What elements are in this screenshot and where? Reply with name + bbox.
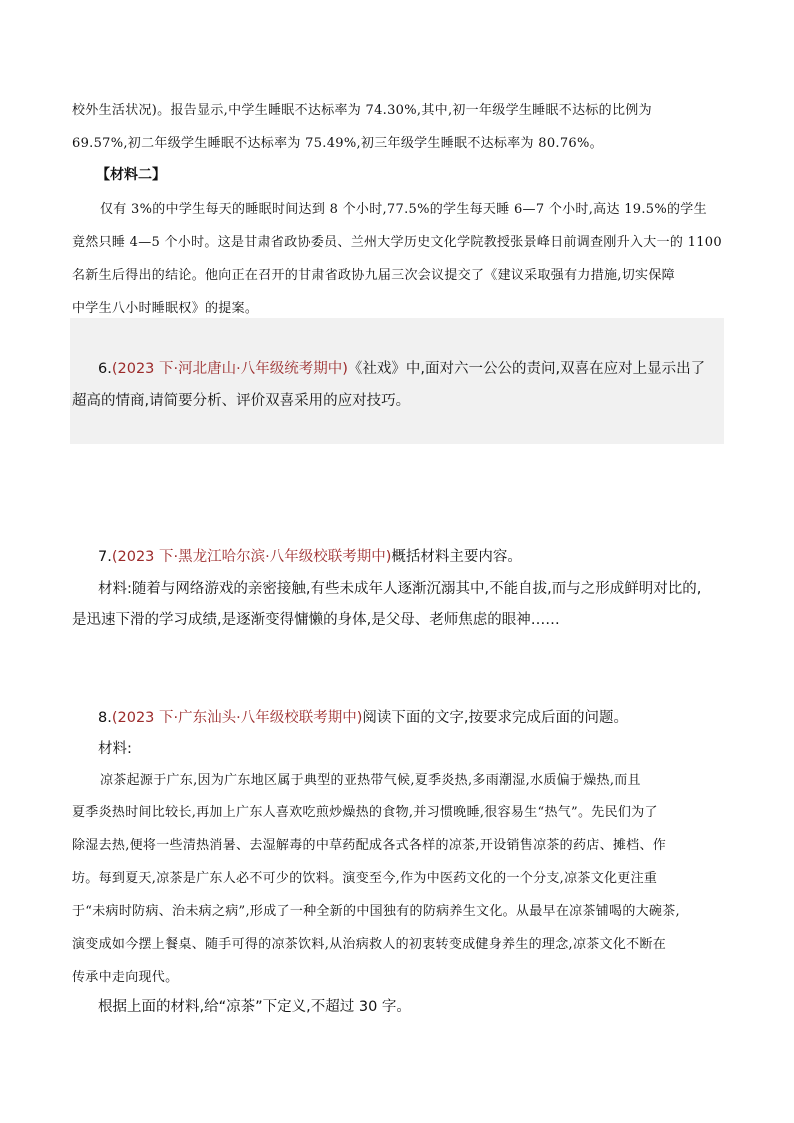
material2-line: 竟然只睡 4—5 个小时。这是甘肃省政协委员、兰州大学历史文化学院教授张景峰日前调查刚升入大一的 1100 bbox=[72, 235, 722, 250]
question-number: 6. bbox=[98, 361, 112, 377]
question-prompt: 概括材料主要内容。 bbox=[391, 549, 522, 565]
question-source: (2023 下·河北唐山·八年级统考期中) bbox=[111, 361, 348, 377]
question-number: 7. bbox=[98, 549, 112, 565]
material2-line: 名新生后得出的结论。他向正在召开的甘肃省政协九届三次会议提交了《建议采取强有力措施,切实保障 bbox=[72, 268, 675, 283]
question-8-material-line: 传承中走向现代。 bbox=[72, 970, 179, 985]
material2-heading: 【材料二】 bbox=[96, 167, 166, 183]
question-7-material-line1: 材料:随着与网络游戏的亲密接触,有些未成年人逐渐沉溺其中,不能自拔,而与之形成鲜明对比的, bbox=[98, 581, 702, 597]
material1-line2: 69.57%,初二年级学生睡眠不达标率为 75.49%,初三年级学生睡眠不达标率为 80.76%。 bbox=[72, 136, 603, 151]
question-8-material-line: 坊。每到夏天,凉茶是广东人必不可少的饮料。演变至今,作为中医药文化的一个分支,凉茶文化更注重 bbox=[72, 871, 658, 886]
question-8-material-line: 凉茶起源于广东,因为广东地区属于典型的亚热带气候,夏季炎热,多雨潮湿,水质偏于燥热,而且 bbox=[100, 773, 641, 788]
question-8-task: 根据上面的材料,给“凉茶”下定义,不超过 30 字。 bbox=[98, 999, 411, 1015]
material1-line1: 校外生活状况)。报告显示,中学生睡眠不达标率为 74.30%,其中,初一年级学生睡眠不达标的比例为 bbox=[72, 103, 652, 118]
question-7-material-line2: 是迅速下滑的学习成绩,是逐渐变得慵懒的身体,是父母、老师焦虑的眼神…… bbox=[72, 612, 560, 628]
question-8-material-line: 演变成如今摆上餐桌、随手可得的凉茶饮料,从治病救人的初衷转变成健身养生的理念,凉茶文化不断在 bbox=[72, 937, 667, 952]
question-8-material-line: 于“未病时防病、治未病之病”,形成了一种全新的中国独有的防病养生文化。从最早在凉茶铺喝的大碗茶, bbox=[72, 904, 680, 919]
question-8-material-line: 除湿去热,便将一些清热消暑、去湿解毒的中草药配成各式各样的凉茶,开设销售凉茶的药店、摊档、作 bbox=[72, 838, 667, 853]
question-6-line2: 超高的情商,请简要分析、评价双喜采用的应对技巧。 bbox=[72, 393, 411, 409]
question-7 bbox=[98, 542, 522, 572]
question-prompt: 阅读下面的文字,按要求完成后面的问题。 bbox=[362, 710, 628, 726]
material2-line: 仅有 3%的中学生每天的睡眠时间达到 8 个小时,77.5%的学生每天睡 6—7 个小时,高达 19.5%的学生 bbox=[100, 202, 707, 217]
question-text: 《社戏》中,面对六一公公的责问,双喜在应对上显示出了 bbox=[347, 361, 706, 377]
question-source: (2023 下·广东汕头·八年级校联考期中) bbox=[111, 710, 363, 726]
question-8-material-line: 夏季炎热时间比较长,再加上广东人喜欢吃煎炒燥热的食物,并习惯晚睡,很容易生“热气”。先民们为了 bbox=[72, 805, 658, 820]
question-number: 8. bbox=[98, 710, 112, 726]
question-8-material-label: 材料: bbox=[98, 741, 132, 757]
question-6 bbox=[98, 354, 705, 384]
material2-line: 中学生八小时睡眠权》的提案。 bbox=[72, 301, 259, 316]
question-source: (2023 下·黑龙江哈尔滨·八年级校联考期中) bbox=[111, 549, 392, 565]
question-8 bbox=[98, 703, 628, 733]
